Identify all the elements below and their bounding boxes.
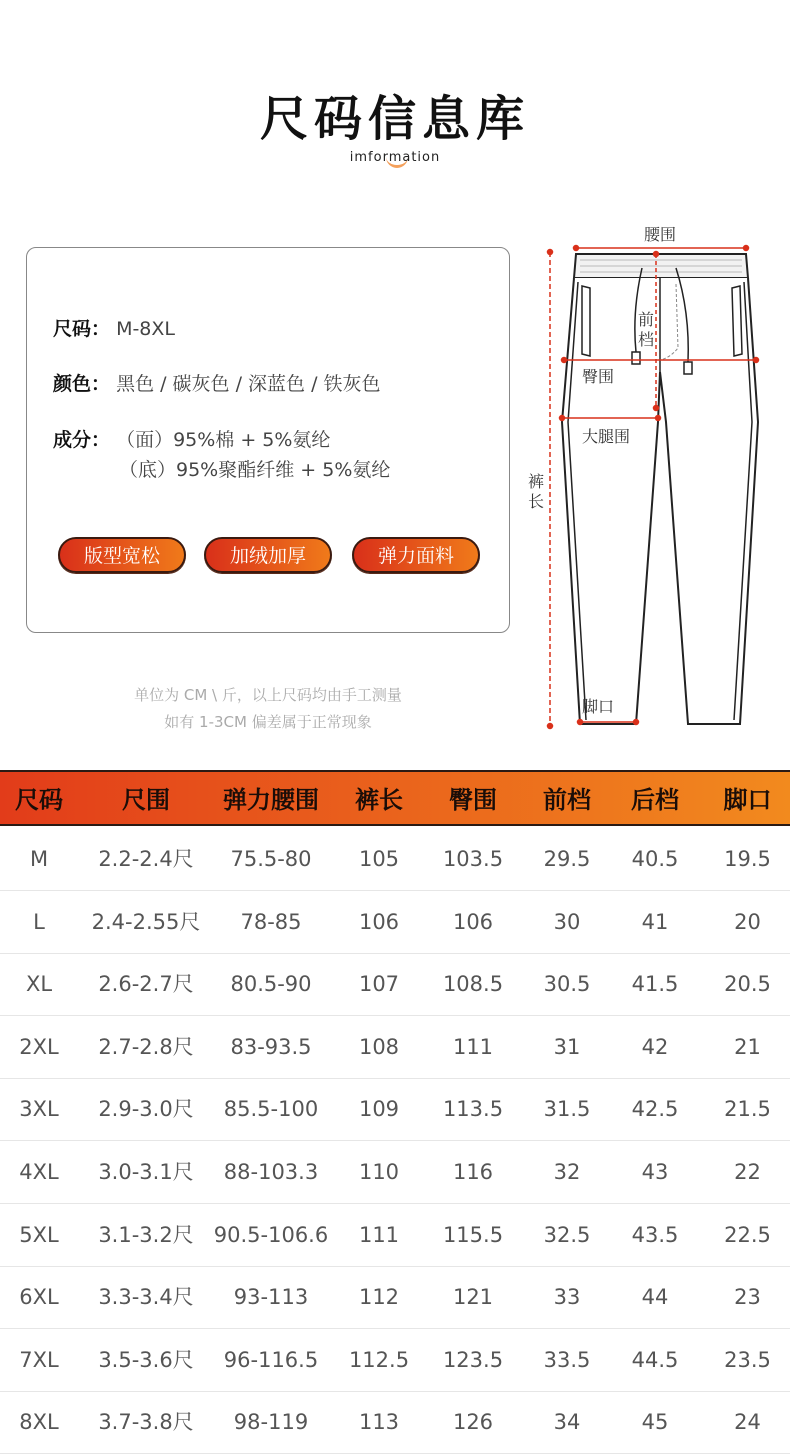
cell-elastic-waist: 88-103.3: [223, 1160, 319, 1184]
diagram-label-hem: 脚口: [582, 697, 615, 716]
cell-waist-chi: 3.7-3.8尺: [98, 1410, 194, 1435]
table-row: [0, 1329, 790, 1392]
cell-hip: 108.5: [442, 972, 504, 997]
cell-waist-chi: 3.5-3.6尺: [98, 1347, 194, 1372]
header-front-rise: 前档: [543, 786, 591, 814]
composition-row-2: [119, 455, 390, 482]
page-subtitle: imformation: [349, 150, 441, 165]
cell-hem: 21.5: [724, 1097, 771, 1122]
cell-front-rise: 31.5: [543, 1097, 591, 1122]
color-row: [53, 369, 381, 396]
page-title: 尺码信息库: [259, 91, 530, 147]
cell-waist-chi: 2.2-2.4尺: [98, 847, 194, 871]
cell-elastic-waist: 80.5-90: [230, 972, 312, 997]
cell-size: 7XL: [19, 1347, 59, 1372]
cell-hip: 115.5: [442, 1222, 504, 1247]
cell-hip: 106: [452, 909, 494, 934]
cell-hem: 22: [734, 1160, 761, 1184]
cell-size: 3XL: [19, 1097, 59, 1122]
cell-hip: 103.5: [442, 847, 504, 871]
table-row: [0, 828, 790, 891]
cell-length: 111: [358, 1222, 400, 1247]
table-row: [0, 1204, 790, 1267]
pants-illustration: [520, 222, 790, 732]
cell-size: M: [29, 847, 49, 871]
cell-back-rise: 42: [641, 1034, 669, 1059]
cell-hip: 113.5: [442, 1097, 504, 1122]
cell-elastic-waist: 78-85: [240, 909, 302, 934]
feature-tag-loose-fit: 版型宽松: [58, 537, 186, 573]
cell-size: 8XL: [19, 1410, 59, 1435]
table-row: [0, 1391, 790, 1454]
cell-front-rise: 33: [553, 1285, 581, 1310]
cell-waist-chi: 3.1-3.2尺: [98, 1222, 194, 1247]
cell-size: 6XL: [19, 1285, 59, 1310]
cell-length: 110: [358, 1160, 400, 1184]
cell-length: 106: [358, 909, 400, 934]
measurement-note-line-1: 单位为 CM \ 斤，以上尺码均由手工测量: [134, 686, 402, 704]
cell-front-rise: 34: [553, 1410, 581, 1435]
cell-length: 107: [358, 972, 400, 997]
cell-waist-chi: 2.9-3.0尺: [98, 1097, 194, 1122]
cell-hem: 23: [734, 1285, 761, 1310]
cell-front-rise: 30: [553, 909, 581, 934]
diagram-label-length: 裤长: [528, 472, 545, 511]
cell-hem: 20.5: [724, 972, 771, 997]
cell-length: 109: [358, 1097, 400, 1122]
cell-front-rise: 29.5: [543, 847, 591, 871]
diagram-label-waist: 腰围: [644, 225, 677, 244]
diagram-label-hip: 臀围: [582, 367, 615, 386]
cell-hem: 23.5: [724, 1347, 771, 1372]
feature-tag-fleece-lined: 加绒加厚: [204, 537, 332, 573]
cell-waist-chi: 3.0-3.1尺: [98, 1160, 194, 1184]
cell-front-rise: 32.5: [543, 1222, 591, 1247]
cell-waist-chi: 2.6-2.7尺: [98, 972, 194, 997]
cell-back-rise: 44.5: [631, 1347, 679, 1372]
cell-waist-chi: 2.7-2.8尺: [98, 1034, 194, 1059]
cell-waist-chi: 3.3-3.4尺: [98, 1285, 194, 1310]
cell-hip: 121: [452, 1285, 494, 1310]
cell-hip: 123.5: [442, 1347, 504, 1372]
cell-elastic-waist: 93-113: [233, 1285, 309, 1310]
cell-length: 113: [358, 1410, 400, 1435]
cell-hip: 126: [452, 1410, 494, 1435]
cell-back-rise: 42.5: [631, 1097, 679, 1122]
header-hip: 臀围: [449, 786, 497, 814]
cell-elastic-waist: 83-93.5: [230, 1034, 312, 1059]
cell-size: 5XL: [19, 1222, 59, 1247]
cell-back-rise: 45: [641, 1410, 669, 1435]
cell-hem: 21: [734, 1034, 761, 1059]
cell-back-rise: 41: [641, 909, 669, 934]
diagram-label-front-rise: 前档: [638, 310, 655, 349]
table-row: [0, 1141, 790, 1204]
cell-length: 105: [358, 847, 400, 871]
pants-measurement-diagram: [520, 222, 790, 732]
table-row: [0, 1078, 790, 1141]
header-hem: 脚口: [723, 786, 772, 814]
header-waist-chi: 尺围: [122, 786, 170, 814]
cell-back-rise: 43: [641, 1160, 669, 1184]
cell-size: 4XL: [19, 1160, 59, 1184]
size-label: 尺码：: [53, 318, 111, 340]
cell-front-rise: 30.5: [543, 972, 591, 997]
cell-size: L: [33, 909, 45, 934]
header-length: 裤长: [355, 786, 403, 814]
cell-hem: 19.5: [724, 847, 771, 871]
composition-value-2: （底）95%聚酯纤维 + 5%氨纶: [119, 459, 391, 481]
cell-length: 112: [358, 1285, 400, 1310]
table-row: [0, 1266, 790, 1329]
cell-elastic-waist: 90.5-106.6: [213, 1222, 329, 1247]
size-row: [53, 314, 175, 341]
cell-waist-chi: 2.4-2.55尺: [91, 909, 201, 934]
cell-size: XL: [25, 972, 53, 997]
color-label: 颜色：: [53, 373, 111, 395]
cell-front-rise: 33.5: [543, 1347, 591, 1372]
cell-hem: 20: [734, 909, 761, 934]
cell-back-rise: 43.5: [631, 1222, 679, 1247]
cell-hem: 22.5: [724, 1222, 771, 1247]
cell-elastic-waist: 96-116.5: [223, 1347, 319, 1372]
feature-tag-stretch-fabric: 弹力面料: [352, 537, 480, 573]
header-elastic-waist: 弹力腰围: [223, 786, 319, 814]
measurement-note-line-2: 如有 1-3CM 偏差属于正常现象: [164, 713, 372, 731]
color-value: 黑色 / 碳灰色 / 深蓝色 / 铁灰色: [116, 373, 381, 395]
size-value: M-8XL: [116, 318, 176, 340]
cell-elastic-waist: 75.5-80: [230, 847, 312, 871]
cell-back-rise: 40.5: [631, 847, 679, 871]
table-row: [0, 1016, 790, 1079]
cell-hem: 24: [734, 1410, 761, 1435]
cell-back-rise: 41.5: [631, 972, 679, 997]
cell-length: 112.5: [348, 1347, 410, 1372]
cell-hip: 111: [452, 1034, 494, 1059]
cell-back-rise: 44: [641, 1285, 669, 1310]
header-back-rise: 后档: [631, 786, 679, 814]
composition-value-1: （面）95%棉 + 5%氨纶: [116, 429, 331, 451]
composition-label: 成分：: [53, 429, 111, 451]
diagram-label-thigh: 大腿围: [582, 427, 631, 446]
size-table-header: [0, 770, 790, 826]
cell-front-rise: 31: [553, 1034, 581, 1059]
composition-row: [53, 425, 330, 452]
cell-length: 108: [358, 1034, 400, 1059]
cell-hip: 116: [452, 1160, 494, 1184]
header-size: 尺码: [15, 786, 63, 814]
cell-front-rise: 32: [553, 1160, 581, 1184]
table-row: [0, 891, 790, 954]
cell-elastic-waist: 85.5-100: [223, 1097, 319, 1122]
cell-size: 2XL: [19, 1034, 59, 1059]
table-row: [0, 953, 790, 1016]
cell-elastic-waist: 98-119: [233, 1410, 309, 1435]
product-info-card: [26, 247, 510, 633]
